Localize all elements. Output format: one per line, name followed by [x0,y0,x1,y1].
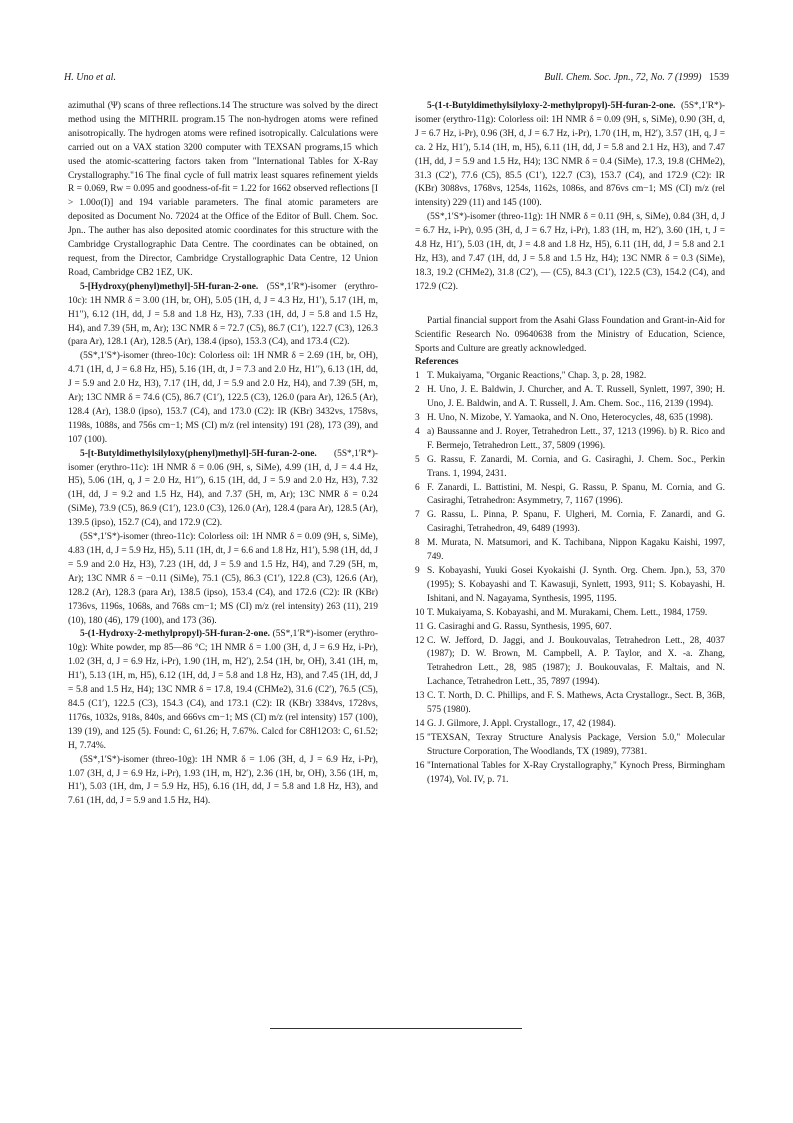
reference-number: 14 [415,718,425,729]
isomer-entry-threo-10c: (5S*,1′S*)-isomer (threo-10c): Colorless oil: 1H NMR δ = 2.69 (1H, br, OH), 4.71 (1H, d, J = 6.8 Hz, H5), 5.16 (1H, dt, J = 7.3 and 2.0 Hz, H1′′), 6.13 (1H, dd, J = 5.9 and 2.0 Hz, H3), 7.17 (1H, dd, J = 5.9 and 2.0 Hz, H4), and 7.39 (5H, m, Ar); 13C NMR δ = 74.6 (C5), 86.7 (C1′), 122.5 (C3), 126.0 (para Ar), 126.5 (Ar), 128.4 (Ar), 138.0 (ipso), 153.7 (C4), and 173.0 (C2): IR (KBr) 3432vs, 1758vs, 1198s, 1088s, and 756s cm−1; MS (CI) m/z (rel intensity) 191 (28), 173 (39), and 107 (100). [68,351,378,445]
compound-entry-10c [68,281,378,351]
reference-item [415,384,725,412]
reference-list [415,370,725,787]
reference-text: M. Murata, N. Matsumori, and K. Tachibana, Nippon Kagaku Kaishi, 1997, 749. [427,538,725,563]
page-header [64,72,729,86]
reference-number: 10 [415,607,425,618]
reference-text: F. Zanardi, L. Battistini, M. Nespi, G. Rassu, P. Spanu, M. Cornia, and G. Casiraghi, Tetrahedron: Asymmetry, 7, 1167 (1996). [427,482,725,507]
left-column [68,100,378,809]
reference-item [415,635,725,691]
reference-text: "TEXSAN, Texray Structure Analysis Package, Version 5.0," Molecular Structure Corporation, The Woodlands, TX (1989), 77381. [427,732,725,757]
reference-number: 16 [415,760,425,771]
compound-data: (5S*,1′R*)-isomer (erythro-11c): 1H NMR δ = 0.06 (9H, s, SiMe), 4.99 (1H, d, J = 4.4 Hz, H5), 5.06 (1H, q, J = 2.0 Hz, H1′′), 6.15 (1H, dd, J = 5.9 and 2.0 Hz, H3), 7.32 (1H, dd, J = 9.2 and 1.5 Hz, H4), and 7.37 (5H, m, Ar); 13C NMR δ = 0.24 (SiMe), 73.9 (C5), 86.9 (C1′), 123.0 (C3), 126.0 (Ar), 128.4 (para Ar), 128.5 (Ar), 139.5 (ipso), 152.7 (C4), and 172.9 (C2). [68,448,378,529]
compound-data: (5S*,1′R*)-isomer (erythro-10c): 1H NMR δ = 3.00 (1H, br, OH), 5.05 (1H, d, J = 4.3 Hz, H1′), 5.17 (1H, m, H1′′), 6.12 (1H, dd, J = 5.8 and 1.8 Hz, H3), 7.33 (1H, dd, J = 5.8 and 1.5 Hz, H4), and 7.39 (5H, m, Ar); 13C NMR δ = 72.7 (C5), 86.7 (C1′), 122.7 (C3), 126.3 (para Ar), 128.1 (Ar), 128.5 (Ar), 138.4 (ipso), 153.3 (C4), and 173.4 (C2). [68,281,378,348]
reference-item [415,370,725,384]
compound-name: 5-[t-Butyldimethylsilyloxy(phenyl)methyl]-5H-furan-2-one. [80,448,317,459]
isomer-entry-threo-10g: (5S*,1′S*)-isomer (threo-10g): 1H NMR δ = 1.06 (3H, d, J = 6.9 Hz, i-Pr), 1.07 (3H, d, J = 6.9 Hz, i-Pr), 1.93 (1H, m, H2′), 2.36 (1H, br, OH), 3.56 (1H, m, H1′), 5.03 (1H, dm, J = 5.9 Hz, H5), 6.16 (1H, dd, J = 5.8 and 1.8 Hz, H3), and 7.61 (1H, dd, J = 5.9 and 1.5 Hz, H4). [68,754,378,807]
compound-entry-10g [68,628,378,753]
reference-item [415,454,725,482]
reference-number: 5 [415,454,420,465]
reference-text: S. Kobayashi, Yuuki Gosei Kyokaishi (J. Synth. Org. Chem. Jpn.), 53, 370 (1995); S. Kobayashi and T. Kawasuji, Synlett, 1993, 911; S. Kobayashi, H. Ishitani, and N. Nagayama, Synthesis, 1995, 1195. [427,566,725,604]
reference-item [415,426,725,454]
reference-number: 7 [415,510,420,521]
reference-number: 12 [415,635,425,646]
reference-text: G. Casiraghi and G. Rassu, Synthesis, 1995, 607. [427,621,612,632]
compound-name: 5-(1-t-Butyldimethylsilyloxy-2-methylpropyl)-5H-furan-2-one. [427,101,676,111]
reference-number: 15 [415,732,425,743]
reference-item [415,690,725,718]
compound-entry-11g [415,100,725,211]
reference-item [415,718,725,732]
section-spacer [415,295,725,315]
reference-text: T. Mukaiyama, "Organic Reactions," Chap. 3, p. 28, 1982. [427,371,647,382]
reference-text: "International Tables for X-Ray Crystallography," Kynoch Press, Birmingham (1974), Vol. IV, p. 71. [427,760,725,785]
reference-text: G. Rassu, F. Zanardi, M. Cornia, and G. Casiraghi, J. Chem. Soc., Perkin Trans. 1, 1994, 2431. [427,454,725,479]
compound-name: 5-(1-Hydroxy-2-methylpropyl)-5H-furan-2-one. [80,629,270,640]
reference-item [415,509,725,537]
reference-item [415,537,725,565]
reference-number: 3 [415,413,420,424]
right-column [415,100,725,788]
compound-data: (5S*,1′R*)-isomer (erythro-10g): White powder, mp 85—86 °C; 1H NMR δ = 1.00 (3H, d, J = 6.9 Hz, i-Pr), 1.02 (3H, d, J = 6.9 Hz, i-Pr), 1.90 (1H, m, H2′), 2.54 (1H, br, OH), 3.41 (1H, m, H1′), 5.13 (1H, m, H5), 6.12 (1H, dd, J = 5.8 and 1.8 Hz, H3), and 7.45 (1H, dd, J = 5.8 and 1.5 Hz, H4); 13C NMR δ = 17.8, 19.4 (CHMe2), 31.6 (C2′), 76.5 (C5), 84.5 (C1′), 122.5 (C3), 154.3 (C4), and 173.1 (C2): IR (KBr) 3384vs, 1728vs, 1176s, 1032s, 918s, 840s, and 666vs cm−1; MS (CI) m/z (rel intensity) 157 (100), 139 (19), and 125 (5). Found: C, 61.26; H, 7.67%. Calcd for C8H12O3: C, 61.52; H, 7.74%. [68,629,378,751]
reference-number: 8 [415,538,420,549]
acknowledgement: Partial financial support from the Asahi Glass Foundation and Grant-in-Aid for Scientific Research No. 09640638 from the Ministry of Education, Science, Sports and Culture are greatly acknowledged. [415,315,725,354]
reference-text: C. W. Jefford, D. Jaggi, and J. Boukouvalas, Tetrahedron Lett., 28, 4037 (1987); D. W. Brown, M. Campbell, A. P. Taylor, and X. -a. Zhang, Tetrahedron Lett., 28, 985 (1987); J. Boukouvalas, F. Maltais, and N. Lachance, Tetrahedron Lett., 35, 7897 (1994). [427,635,725,688]
reference-item [415,565,725,607]
reference-text: G. J. Gilmore, J. Appl. Crystallogr., 17, 42 (1984). [427,718,616,729]
reference-item [415,760,725,788]
reference-item [415,607,725,621]
compound-entry-11c [68,448,378,531]
reference-number: 4 [415,426,420,437]
reference-item [415,732,725,760]
journal-citation: Bull. Chem. Soc. Jpn., 72, No. 7 (1999) [544,72,702,83]
reference-number: 13 [415,691,425,702]
reference-item [415,412,725,426]
running-journal-info [544,72,729,83]
reference-text: H. Uno, J. E. Baldwin, J. Churcher, and A. T. Russell, Synlett, 1997, 390; H. Uno, J. E. Baldwin, and A. T. Russell, J. Am. Chem. Soc., 116, 2139 (1994). [427,385,725,410]
running-author: H. Uno et al. [64,72,116,83]
reference-number: 9 [415,566,420,576]
compound-name: 5-[Hydroxy(phenyl)methyl]-5H-furan-2-one. [80,281,259,292]
reference-item [415,621,725,635]
compound-data: (5S*,1′R*)-isomer (erythro-11g): Colorless oil: 1H NMR δ = 0.09 (9H, s, SiMe), 0.90 (3H, d, J = 6.7 Hz, i-Pr), 0.96 (3H, d, J = 6.7 Hz, i-Pr), 1.70 (1H, m, H2′), 3.57 (1H, q, J = ca. 2 Hz, H1′), 5.14 (1H, m, H5), 6.11 (1H, dd, J = 5.8 and 2.1 Hz, H3), and 7.47 (1H, dd, J = 5.9 and 1.5 Hz, H4); 13C NMR δ = 0.4 (SiMe), 17.3, 19.8 (CHMe2), 31.3 (C2′), 77.6 (C5), 85.5 (C1′), 122.7 (C3), 153.7 (C4), and 172.9 (C2): IR (KBr) 3088vs, 1768vs, 1254s, 1162s, 1086s, and 876vs cm−1; MS (CI) m/z (rel intensity) 229 (11) and 145 (100). [415,101,725,209]
reference-item [415,482,725,510]
isomer-entry-threo-11g: (5S*,1′S*)-isomer (threo-11g): 1H NMR δ = 0.11 (9H, s, SiMe), 0.84 (3H, d, J = 6.7 Hz, i-Pr), 0.95 (3H, d, J = 6.7 Hz, i-Pr), 1.83 (1H, m, H2′), 3.60 (1H, t, J = 4.8 Hz, H1′), 5.03 (1H, dt, J = 4.8 and 1.8 Hz, H5), 6.11 (1H, dd, J = 5.8 and 2.1 Hz, H3), and 7.47 (1H, dd, J = 5.8 and 1.5 Hz, H4); 13C NMR δ = 0.3 (SiMe), 18.3, 19.2 (CHMe2), 31.8 (C2′), — (C5), 84.3 (C1′), 122.5 (C3), 154.2 (C4), and 172.9 (C2). [415,212,725,292]
footer-rule [270,1028,522,1029]
reference-number: 1 [415,371,420,382]
paragraph-crystallography: azimuthal (Ψ) scans of three reflections.14 The structure was solved by the direct method using the MITHRIL program.15 The non-hydrogen atoms were refined anisotropically. The hydrogen atoms were refined isotropically. Calculations were carried out on a VAX station 3200 computer with TEXSAN programs,15 which used the atomic-scattering factors taken from "International Tables for X-Ray Crystallography."16 The final cycle of full matrix least squares refinement yields R = 0.069, Rw = 0.095 and goodness-of-fit = 1.22 for 1662 observed reflections [I > 1.00σ(I)] and 194 variable parameters. The final atomic parameters are deposited as Document No. 72024 at the Office of the Editor of Bull. Chem. Soc. Jpn.. The auther has also deposited atomic coordinates for this structure with the Cambridge Crystallographic Data Centre. The coordinates can be obtained, on request, from the Director, Cambridge Crystallographic Data Centre, 12 Union Road, Cambridge CB2 1EZ, UK. [68,101,378,278]
isomer-entry-threo-11c: (5S*,1′S*)-isomer (threo-11c): Colorless oil: 1H NMR δ = 0.09 (9H, s, SiMe), 4.83 (1H, d, J = 5.9 Hz, H5), 5.11 (1H, dt, J = 6.6 and 1.8 Hz, H1′), 5.98 (1H, dd, J = 5.9 and 2.0 Hz, H3), 7.23 (1H, dd, J = 5.9 and 1.5 Hz, H4), and 7.29 (5H, m, Ar); 13C NMR δ = −0.11 (SiMe), 75.1 (C5), 86.3 (C1′), 122.8 (C3), 126.6 (Ar), 128.2 (Ar), 128.3 (para Ar), 138.5 (ipso), 153.4 (C4), and 172.6 (C2): IR (KBr) 1736vs, 1196s, 1068s, and 768s cm−1; MS (CI) m/z (rel intensity) 263 (11), 219 (10), 180 (46), 179 (100), and 173 (36). [68,532,378,626]
reference-number: 2 [415,385,420,396]
reference-text: G. Rassu, L. Pinna, P. Spanu, F. Ulgheri, M. Cornia, F. Zanardi, and G. Casiraghi, Tetrahedron, 49, 6489 (1993). [427,510,725,535]
reference-text: C. T. North, D. C. Phillips, and F. S. Mathews, Acta Crystallogr., Sect. B, 36B, 575 (1980). [427,691,725,716]
reference-number: 11 [415,621,425,632]
references-heading: References [415,357,459,368]
reference-text: T. Mukaiyama, S. Kobayashi, and M. Murakami, Chem. Lett., 1984, 1759. [427,607,708,618]
reference-text: a) Baussanne and J. Royer, Tetrahedron Lett., 37, 1213 (1996). b) R. Rico and F. Bermejo, Tetrahedron Lett., 37, 5809 (1996). [427,426,725,451]
reference-number: 6 [415,482,420,493]
reference-text: H. Uno, N. Mizobe, Y. Yamaoka, and N. Ono, Heterocycles, 48, 635 (1998). [427,413,713,424]
page-number: 1539 [709,72,729,83]
